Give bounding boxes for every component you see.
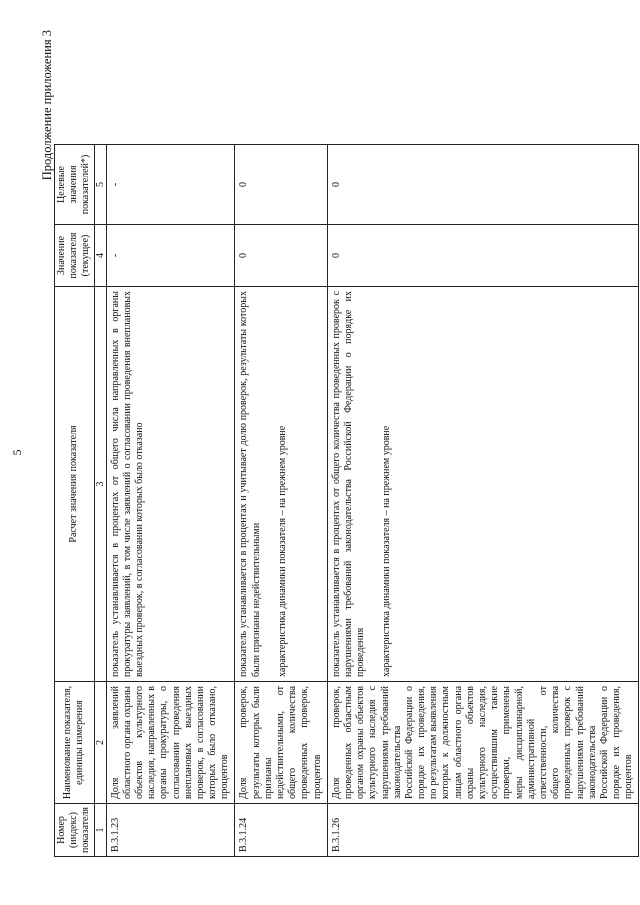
calculation-text: показатель устанавливается в процентах от общего числа направленных в органы прокуратуры заявлений, в том числе заявлений о согласовании проведения внеплановых выездных проверок, в согласовании которых было отказано [109,290,145,677]
indicator-code: В.3.1.26 [327,803,639,856]
column-number: 5 [94,144,106,224]
header-name: Наименование показателя, единицы измерения [55,681,95,803]
column-number-row [94,144,106,856]
indicator-calculation [327,286,639,681]
current-value: 0 [235,224,327,286]
header-target-values: Целевые значения показателей*) [55,144,95,224]
indicator-code: В.3.1.23 [106,803,235,856]
table-row [106,144,235,856]
column-number: 1 [94,803,106,856]
column-number: 4 [94,224,106,286]
target-value: 0 [235,144,327,224]
column-number: 2 [94,681,106,803]
indicator-calculation [106,286,235,681]
header-row [55,144,95,856]
dynamics-text: характеристика динамики показателя – на прежнем уровне [381,425,393,677]
dynamics-text: характеристика динамики показателя – на прежнем уровне [276,425,288,677]
calculation-text: показатель устанавливается в процентах и учитывает долю проверок, результаты которых были признаны недействительными [238,290,262,677]
indicator-table [54,144,639,857]
target-value: - [106,144,235,224]
current-value: - [106,224,235,286]
continuation-label: Продолжение приложения 3 [40,30,54,181]
indicator-name: Доля заявлений областного органа охраны объектов культурного наследия, направленных в органы прокуратуры, о согласовании проведения внеплановых выездных проверок, в согласовании которых было отказано, процентов [106,681,235,803]
target-value: 0 [327,144,639,224]
header-index: Номер (индекс) показателя [55,803,95,856]
calculation-text: показатель устанавливается в процентах от общего количества проведенных проверок с нарушениями требований законодательства Российской Федерации о порядке их проведения [330,290,367,677]
current-value: 0 [327,224,639,286]
column-number: 3 [94,286,106,681]
page-number: 5 [10,449,24,456]
table-row [235,144,327,856]
indicator-code: В.3.1.24 [235,803,327,856]
indicator-name: Доля проверок, проведенных областным органом охраны объектов культурного наследия с нарушениями требований законодательства Российской Федерации о порядке их проведения, по результатам выявления которых к должностным лицам областного органа охраны объектов культурного наследия, осуществившим такие проверки, применены меры дисциплинарной, административной ответственности, от общего количества проведенных проверок с нарушениями требований законодательства Российской Федерации о порядке их проведения, процентов [327,681,639,803]
header-calc: Расчет значения показателя [55,286,95,681]
header-current-value: Значение показателя (текущее) [55,224,95,286]
table-row [327,144,639,856]
indicator-name: Доля проверок, результаты которых были признаны недействительными, от общего количества проведенных проверок, процентов [235,681,327,803]
indicator-calculation [235,286,327,681]
